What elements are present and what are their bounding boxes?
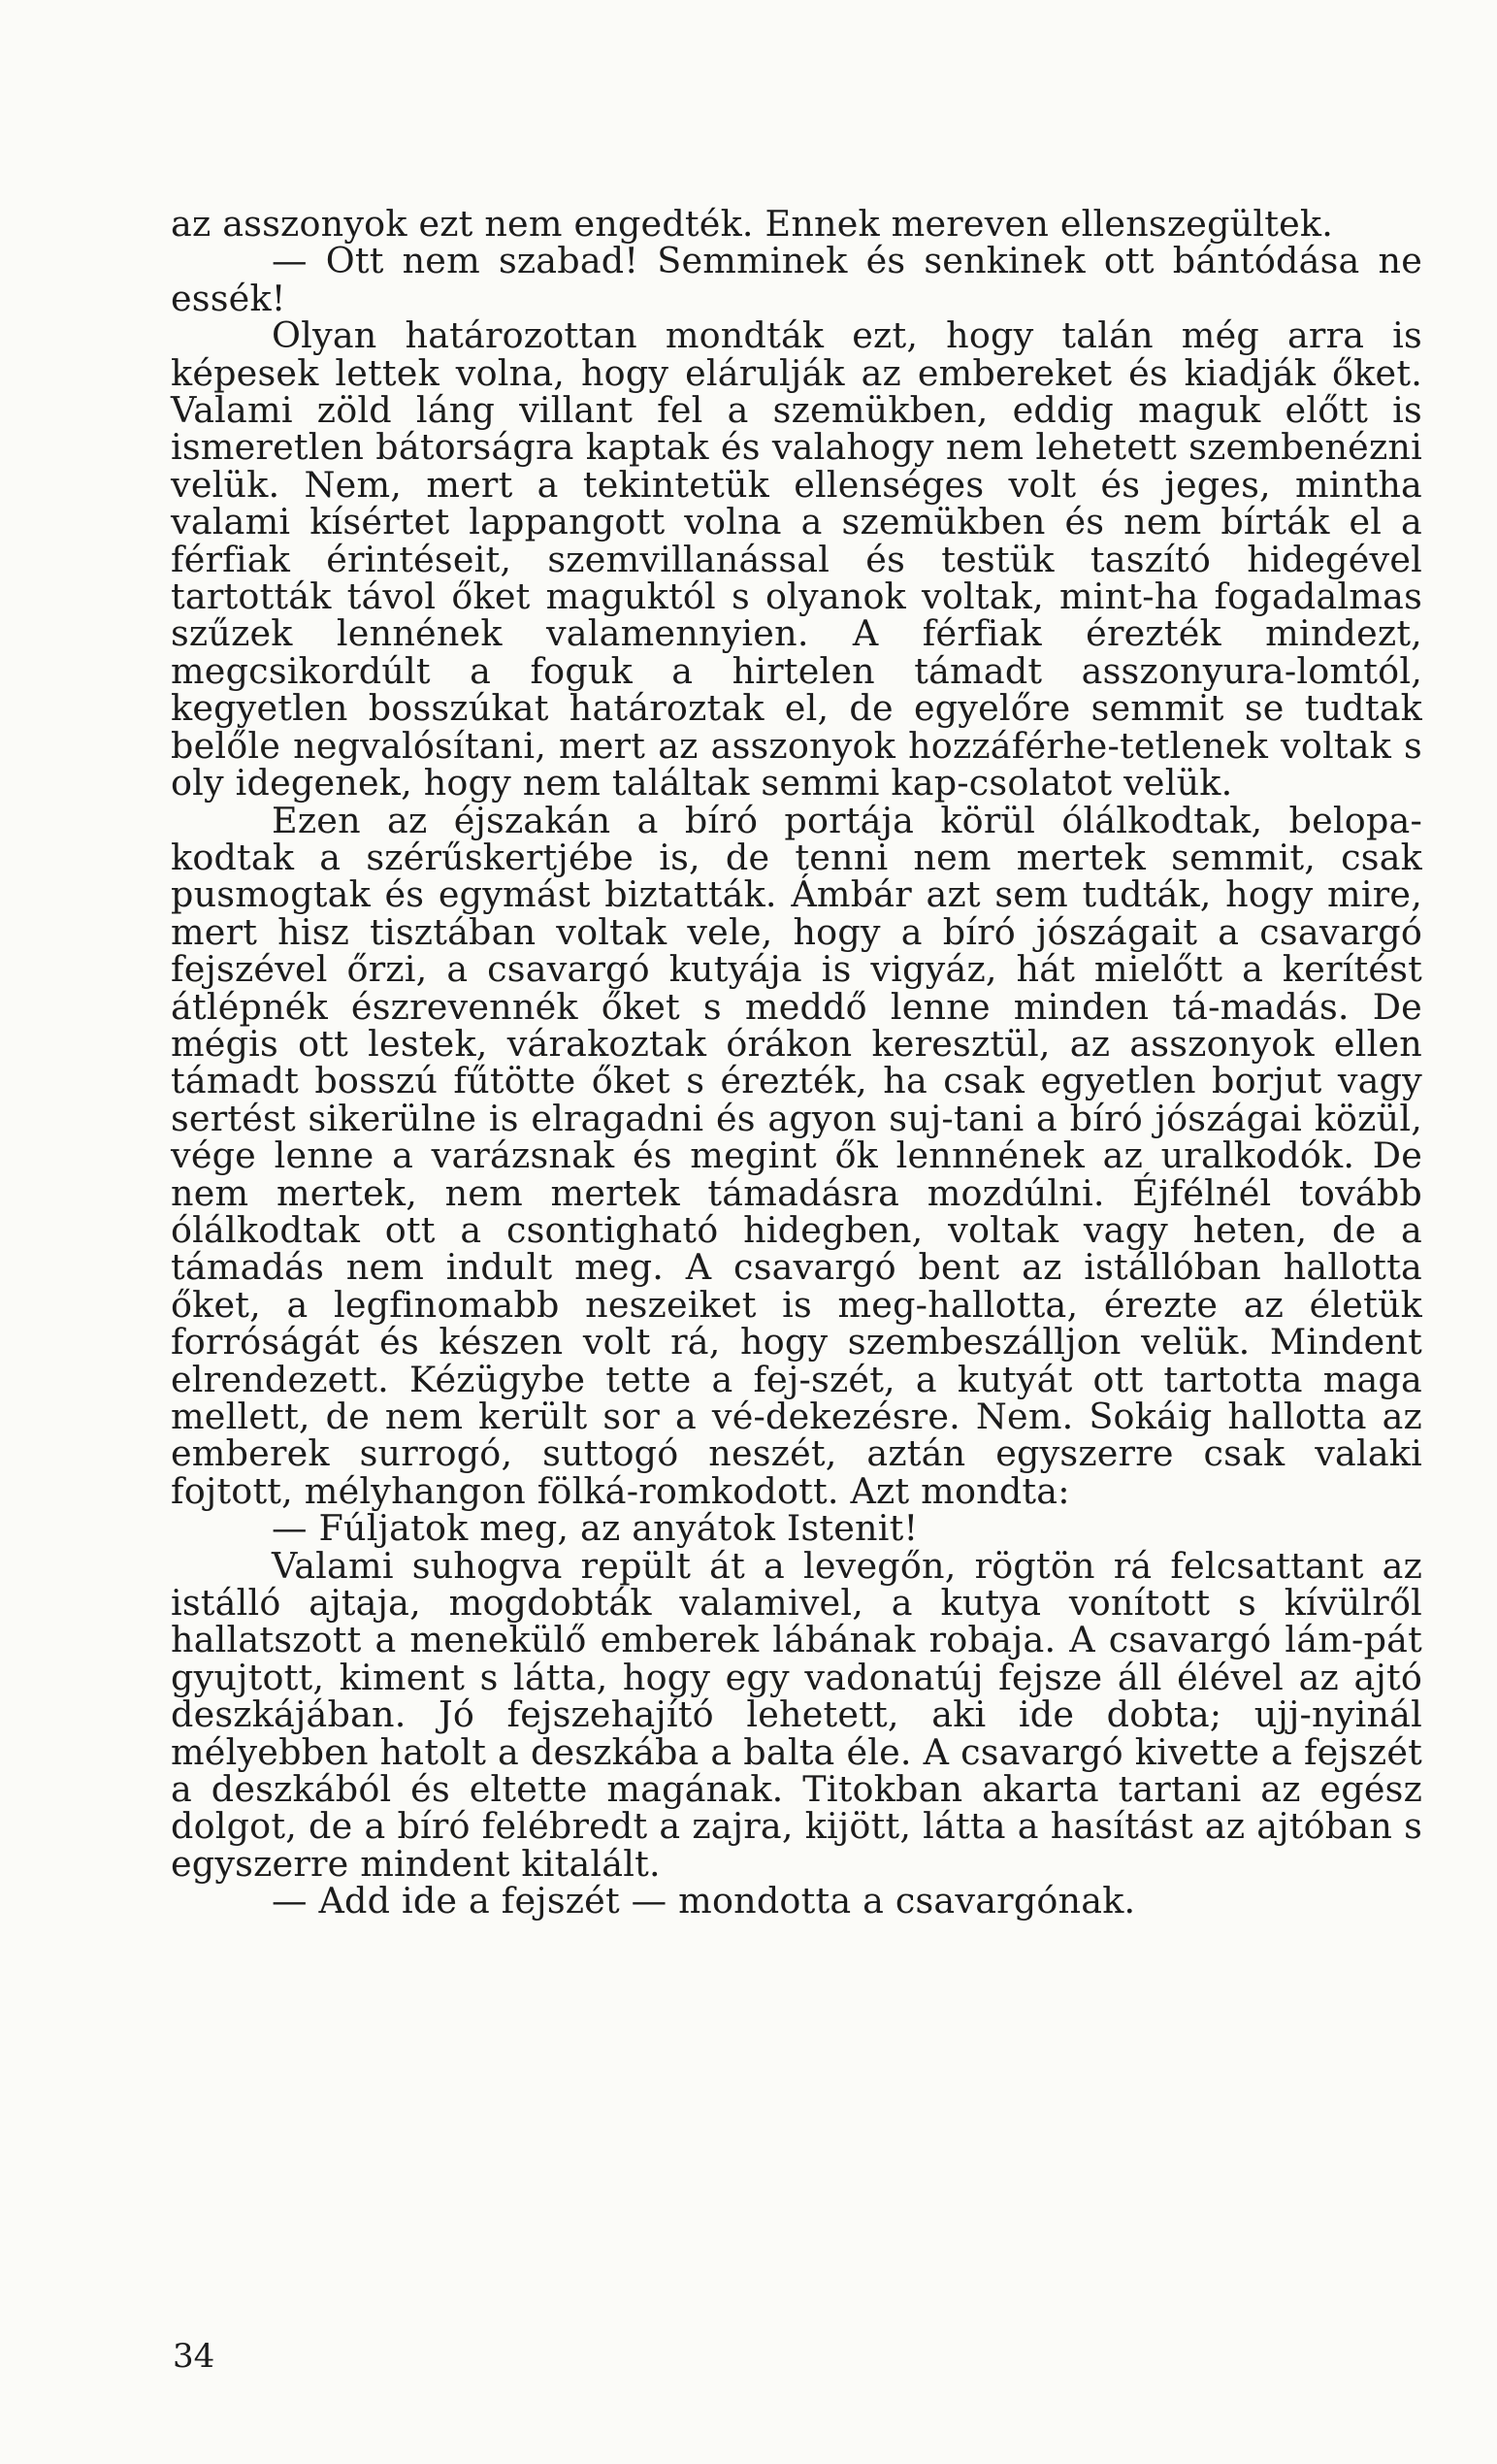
paragraph-1: az asszonyok ezt nem engedték. Ennek mereven ellenszegültek. <box>171 203 1334 245</box>
paragraph-7: — Add ide a fejszét — mondotta a csavargónak. <box>272 1880 1136 1922</box>
paragraph-5: — Fúljatok meg, az anyátok Istenit! <box>272 1507 919 1550</box>
page-number: 34 <box>173 2337 215 2376</box>
paragraph-3: Olyan határozottan mondták ezt, hogy talán még arra is képesek lettek volna, hogy elárulják az embereket és kiadják őket. Valami zöld láng villant fel a szemükben, eddig maguk előtt is ismeretlen bátorságra kaptak és valahogy nem lehetett szembenézni velük. Nem, mert a tekintetük ellenséges volt és jeges, mintha valami kísértet lappangott volna a szemükben és nem bírták el a férfiak érintéseit, szemvillanással és testük taszító hidegével tartották távol őket maguktól s olyanok voltak, mint-ha fogadalmas szűzek lennének valamennyien. A férfiak érezték mindezt, megcsikordúlt a foguk a hirtelen támadt asszonyura-lomtól, kegyetlen bosszúkat határoztak el, de egyelőre semmit se tudtak belőle negvalósítani, mert az asszonyok hozzáférhe-tetlenek voltak s oly idegenek, hogy nem találtak semmi kap-csolatot velük. <box>171 314 1422 805</box>
paragraph-4: Ezen az éjszakán a bíró portája körül ólálkodtak, belopa-kodtak a szérűskertjébe is, de tenni nem mertek semmit, csak pusmogtak és egymást biztatták. Ámbár azt sem tudták, hogy mire, mert hisz tisztában voltak vele, hogy a bíró jószágait a csavargó fejszével őrzi, a csavargó kutyája is vigyáz, hát mielőtt a kerítést átlépnék észrevennék őket s meddő lenne minden tá-madás. De mégis ott lestek, várakoztak órákon keresztül, az asszonyok ellen támadt bosszú fűtötte őket s érezték, ha csak egyetlen borjut vagy sertést sikerülne is elragadni és agyon suj-tani a bíró jószágai közül, vége lenne a varázsnak és megint ők lennnének az uralkodók. De nem mertek, nem mertek támadásra mozdúlni. Éjfélnél tovább ólálkodtak ott a csontigható hidegben, voltak vagy heten, de a támadás nem indult meg. A csavargó bent az istállóban hallotta őket, a legfinomabb neszeiket is meg-hallotta, érezte az életük forróságát és készen volt rá, hogy szembeszálljon velük. Mindent elrendezett. Kézügybe tette a fej-szét, a kutyát ott tartotta maga mellett, de nem került sor a vé-dekezésre. Nem. Sokáig hallotta az emberek surrogó, suttogó neszét, aztán egyszerre csak valaki fojtott, mélyhangon fölká-romkodott. Azt mondta: <box>171 799 1422 1512</box>
paragraph-2: — Ott nem szabad! Semminek és senkinek ott bántódása ne essék! <box>171 240 1422 319</box>
body-text <box>171 203 1422 1922</box>
paragraph-6: Valami suhogva repült át a levegőn, rögtön rá felcsattant az istálló ajtaja, mogdobták valamivel, a kutya vonított s kívülről hallatszott a menekülő emberek lábának robaja. A csavargó lám-pát gyujtott, kiment s látta, hogy egy vadonatúj fejsze áll élével az ajtó deszkájában. Jó fejszehajító lehetett, aki ide dobta; ujj-nyinál mélyebben hatolt a deszkába a balta éle. A csavargó kivette a fejszét a deszkából és eltette magának. Titokban akarta tartani az egész dolgot, de a bíró felébredt a zajra, kijött, látta a hasítást az ajtóban s egyszerre mindent kitalált. <box>171 1544 1422 1885</box>
